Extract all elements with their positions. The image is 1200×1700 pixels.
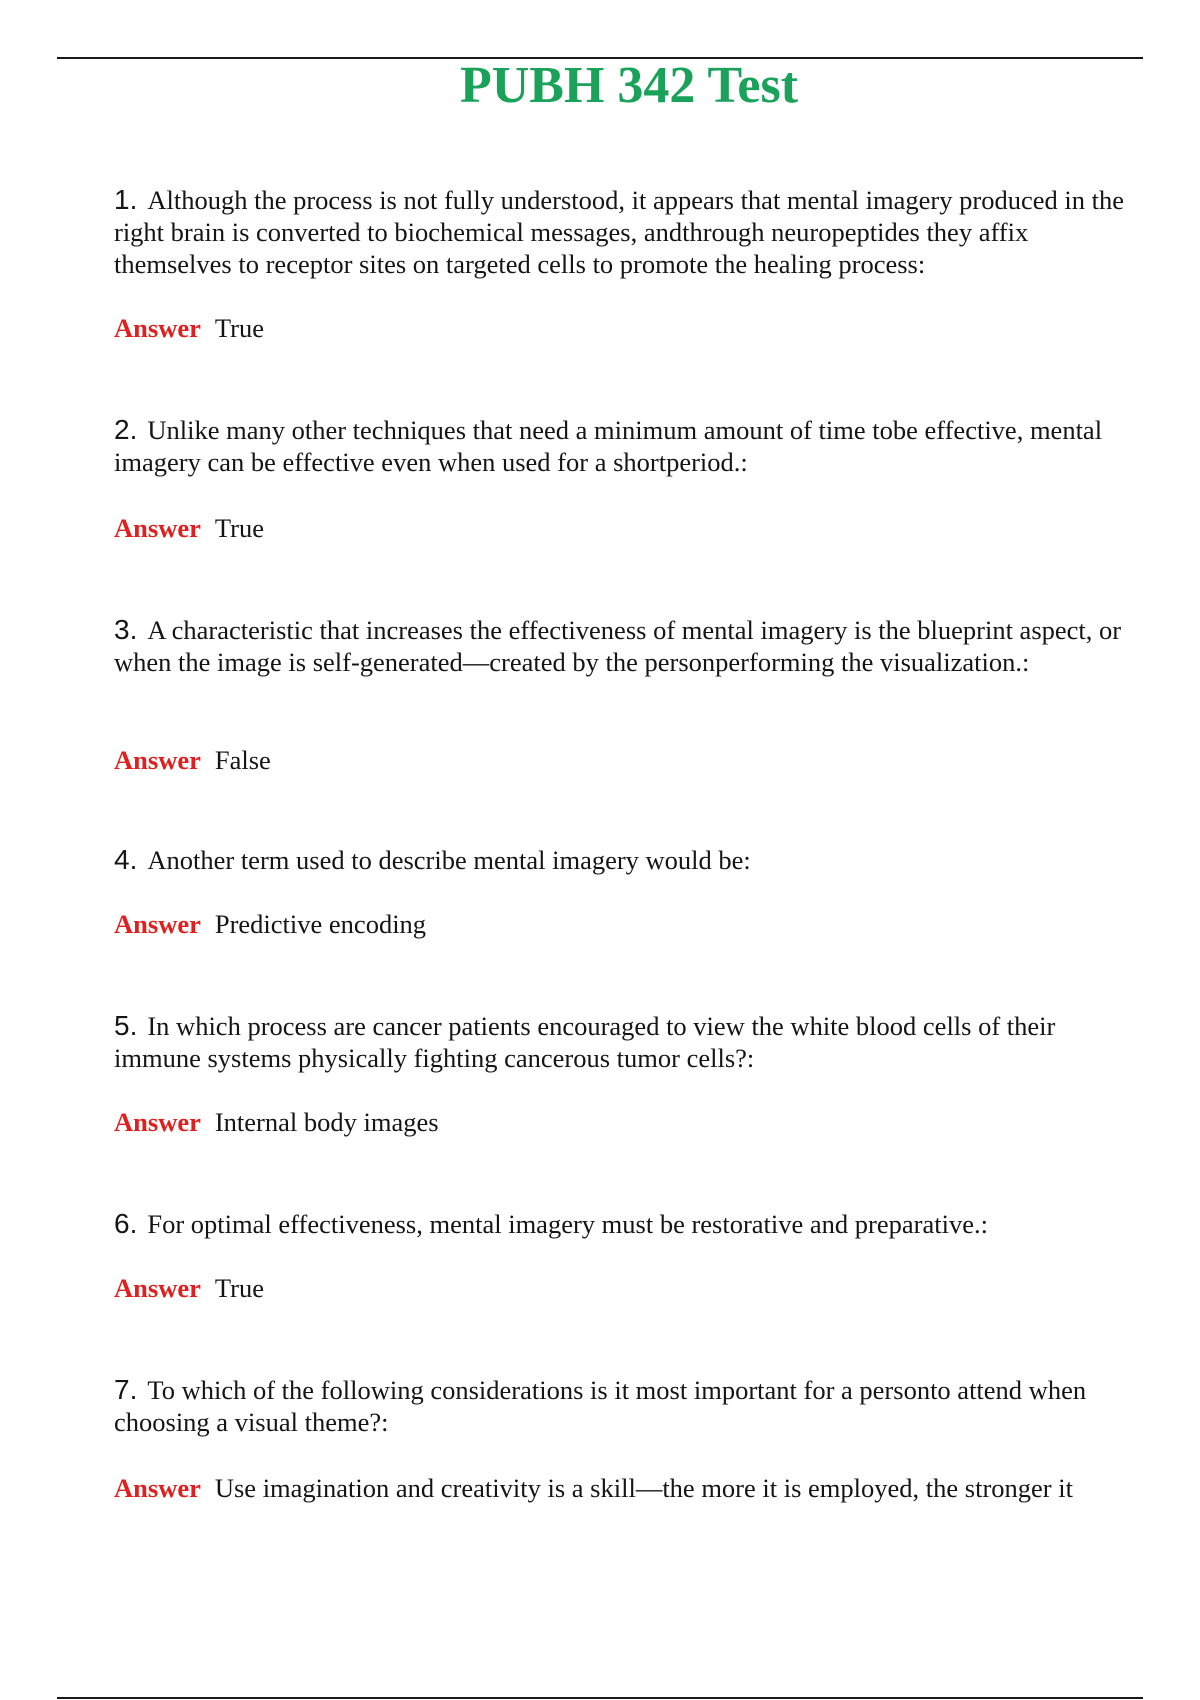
answer-label: Answer <box>114 1273 201 1303</box>
question-block-4 <box>114 844 1134 939</box>
question-number-7: 7. <box>114 1374 138 1405</box>
question-number-1: 1. <box>114 184 138 215</box>
answer-label: Answer <box>114 513 201 543</box>
answer-value-1: True <box>214 313 264 343</box>
question-block-1 <box>114 184 1134 343</box>
page-title: PUBH 342 Test <box>459 57 799 114</box>
answer-3 <box>114 744 271 776</box>
question-number-5: 5. <box>114 1010 138 1041</box>
answer-5 <box>114 1106 439 1138</box>
answer-4 <box>114 908 426 940</box>
answer-label: Answer <box>114 909 201 939</box>
question-block-5 <box>114 1010 1134 1137</box>
answer-label: Answer <box>114 313 201 343</box>
answer-value-7: Use imagination and creativity is a skill—the more it is employed, the stronger it <box>214 1473 1073 1503</box>
question-body-7: To which of the following considerations is it most important for a personto attend when choosing a visual theme?: <box>114 1375 1087 1437</box>
question-text-4 <box>114 844 1134 876</box>
question-block-2 <box>114 414 1134 543</box>
bottom-rule <box>57 1697 1143 1699</box>
question-block-3 <box>114 614 1134 775</box>
answer-value-5: Internal body images <box>214 1107 439 1137</box>
question-body-6: For optimal effectiveness, mental imagery must be restorative and preparative.: <box>147 1209 988 1239</box>
question-body-2: Unlike many other techniques that need a minimum amount of time tobe effective, mental imagery can be effective even when used for a shortperiod.: <box>114 415 1103 477</box>
question-text-5 <box>114 1010 1134 1074</box>
question-block-7 <box>114 1374 1134 1503</box>
question-text-1 <box>114 184 1134 280</box>
answer-value-2: True <box>214 513 264 543</box>
answer-6 <box>114 1272 264 1304</box>
question-text-2 <box>114 414 1134 478</box>
answer-value-6: True <box>214 1273 264 1303</box>
answer-value-4: Predictive encoding <box>214 909 427 939</box>
question-text-6 <box>114 1208 1134 1240</box>
answer-1 <box>114 312 264 344</box>
question-block-6 <box>114 1208 1134 1303</box>
answer-label: Answer <box>114 1473 201 1503</box>
answer-value-3: False <box>214 745 271 775</box>
question-number-2: 2. <box>114 414 138 445</box>
answer-label: Answer <box>114 745 201 775</box>
answer-label: Answer <box>114 1107 201 1137</box>
question-text-3 <box>114 614 1134 678</box>
question-body-4: Another term used to describe mental imagery would be: <box>147 845 751 875</box>
question-number-6: 6. <box>114 1208 138 1239</box>
answer-2 <box>114 512 264 544</box>
question-number-3: 3. <box>114 614 138 645</box>
question-text-7 <box>114 1374 1134 1438</box>
question-body-1: Although the process is not fully understood, it appears that mental imagery produced in the right brain is converted to biochemical messages, andthrough neuropeptides they affix themselves to receptor sites on targeted cells to promote the healing process: <box>114 185 1124 279</box>
answer-7 <box>114 1472 1073 1504</box>
question-body-5: In which process are cancer patients encouraged to view the white blood cells of their immune systems physically fighting cancerous tumor cells?: <box>114 1011 1056 1073</box>
question-number-4: 4. <box>114 844 138 875</box>
question-body-3: A characteristic that increases the effectiveness of mental imagery is the blueprint aspect, or when the image is self-generated—created by the personperforming the visualization.: <box>114 615 1122 677</box>
